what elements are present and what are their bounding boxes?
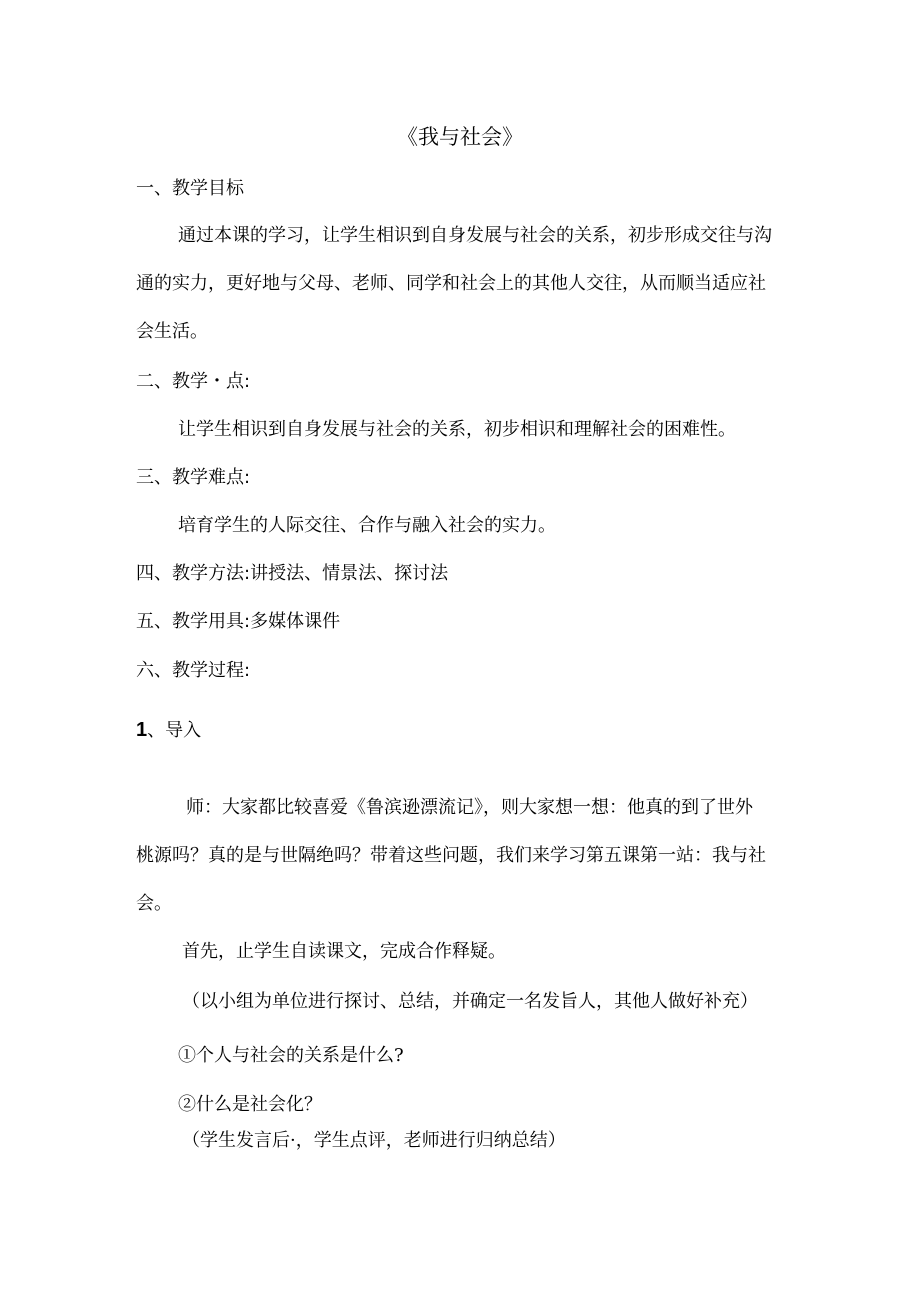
section-methods <box>136 562 448 586</box>
section-tools <box>136 610 340 634</box>
step-label: 、导入 <box>147 720 202 741</box>
tools-value: 多媒体课件 <box>250 611 341 632</box>
goal-text-line-3: 会生活。 <box>136 321 208 342</box>
section-heading-key-points: 二、教学・点: <box>136 371 251 392</box>
step-number: 1 <box>136 719 148 741</box>
section-heading-process: 六、教学过程: <box>136 660 251 681</box>
goal-text-line-2: 通的实力，更好地与父母、老师、同学和社会上的其他人交往，从而顺当适应社 <box>136 273 766 294</box>
group-note: （以小组为单位进行探讨、总结，并确定一名发旨人，其他人做好补充） <box>182 991 758 1012</box>
section-heading-tools: 五、教学用具: <box>136 611 251 632</box>
question-2: ②什么是社会化？ <box>178 1094 322 1115</box>
section-heading-goals: 一、教学目标 <box>136 178 244 199</box>
intro-text-line-1: 师：大家都比较喜爱《鲁滨逊漂流记》，则大家想一想：他真的到了世外 <box>186 797 753 818</box>
key-point-text: 让学生相识到自身发展与社会的关系，初步相识和理解社会的困难性。 <box>178 419 736 440</box>
first-step-text: 首先，止学生自读课文，完成合作释疑。 <box>182 941 506 962</box>
methods-value: 讲授法、情景法、探讨法 <box>250 563 449 584</box>
intro-text-line-3: 会。 <box>136 893 172 914</box>
section-heading-methods: 四、教学方法: <box>136 563 251 584</box>
closing-note: （学生发言后·，学生点评，老师进行归纳总结） <box>182 1130 566 1151</box>
document-title: 《我与社会》 <box>397 125 523 149</box>
difficulty-text: 培育学生的人际交往、合作与融入社会的实力。 <box>178 515 556 536</box>
question-1: ①个人与社会的关系是什么? <box>178 1045 404 1066</box>
intro-text-line-2: 桃源吗？真的是与世隔绝吗？带着这些问题，我们来学习第五课第一站：我与社 <box>136 845 766 866</box>
goal-text-line-1: 通过本课的学习，让学生相识到自身发展与社会的关系，初步形成交往与沟 <box>178 225 772 246</box>
step-heading <box>136 718 201 743</box>
section-heading-difficulties: 三、教学难点: <box>136 467 251 488</box>
